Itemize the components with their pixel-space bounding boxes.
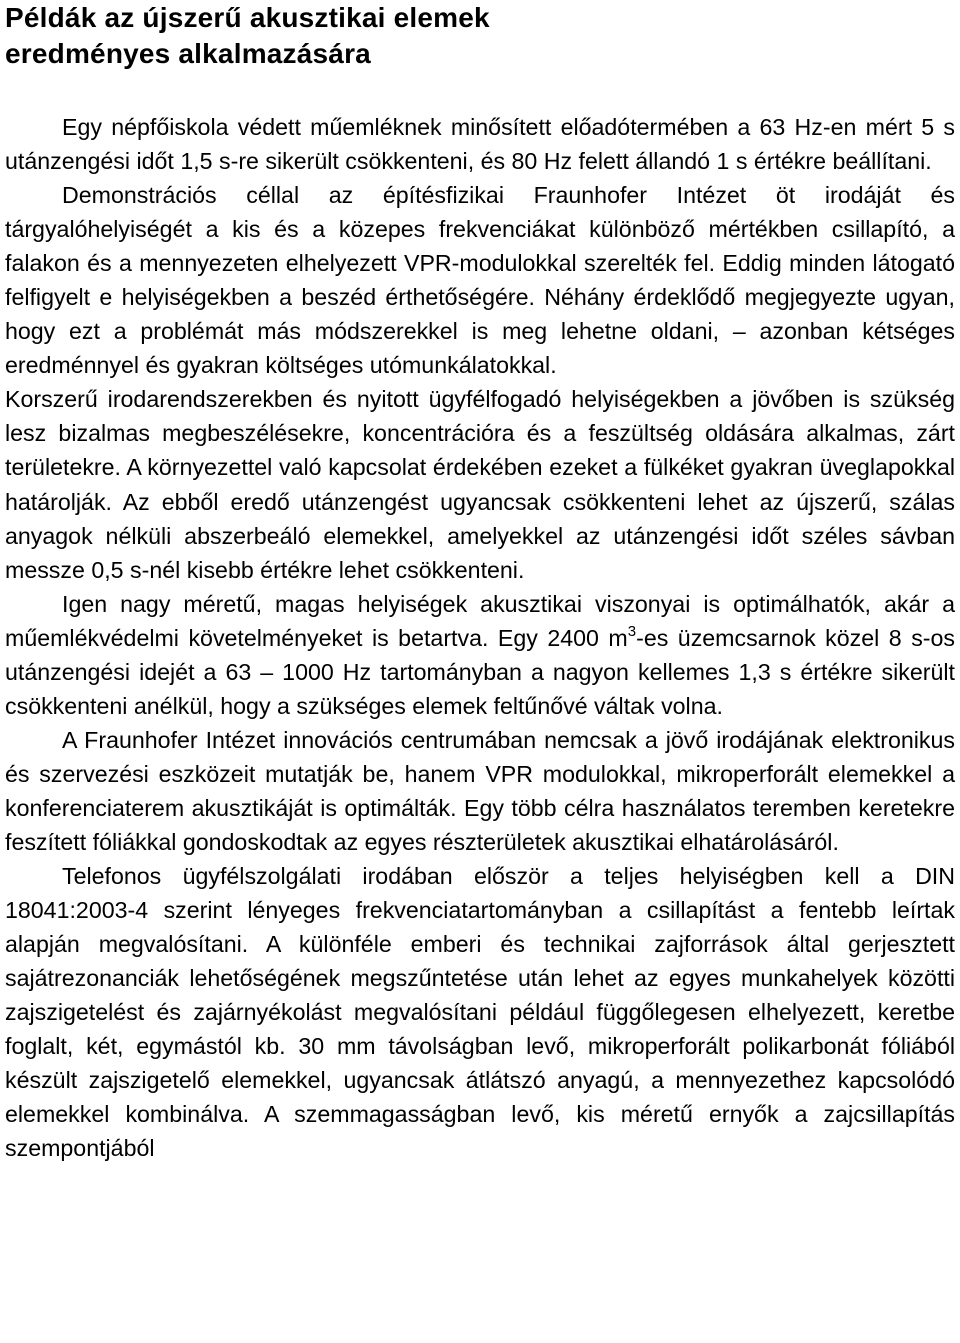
paragraph-5: A Fraunhofer Intézet innovációs centrumában nemcsak a jövő irodájának elektronikus és szervezési eszközeit mutatják be, hanem VPR modulokkal, mikroperforált elemekkel a konferenciaterem akusztikáját is optimálták. Egy több célra használatos teremben keretekre feszített fóliákkal gondoskodtak az egyes részterületek akusztikai elhatárolásáról. [5,726,955,855]
paragraph-1: Egy népfőiskola védett műemléknek minősített előadótermében a 63 Hz-en mért 5 s utánzengési időt 1,5 s-re sikerült csökkenteni, és 80 Hz felett állandó 1 s értékre beállítani. [5,114,955,175]
paragraph-2: Demonstrációs céllal az építésfizikai Fraunhofer Intézet öt irodáját és tárgyalóhelyiségét a kis és a közepes frekvenciákat különböző mértékben csillapító, a falakon és a mennyezeten elhelyezett VPR-modulokkal szerelték fel. Eddig minden látogató felfigyelt e helyiségekben a beszéd érthetőségére. Néhány érdeklődő megjegyezte ugyan, hogy ezt a problémát más módszerekkel is meg lehetne oldani, – azonban kétséges eredménnyel és gyakran költséges utómunkálatokkal. [5,182,955,379]
document-page [5,0,955,1165]
cubic-exponent: 3 [627,622,637,640]
paragraph-4-part-1: Igen nagy méretű, magas helyiségek akusztikai viszonyai is optimálhatók, akár a műemlékvédelmi követelményeket is betartva. Egy 2400 m [5,590,955,651]
paragraph-6: Telefonos ügyfélszolgálati irodában először a teljes helyiségben kell a DIN 18041:2003-4 szerint lényeges frekvenciatartományban a csillapítást a fentebb leírtak alapján megvalósítani. A különféle emberi és technikai zajforrások által gerjesztett sajátrezonanciák lehetőségének megszűntetése után lehet az egyes munkahelyek közötti zajszigetelést és zajárnyékolást megvalósítani például függőlegesen elhelyezett, keretbe foglalt, két, egymástól kb. 30 mm távolságban levő, mikroperforált polikarbonát fóliából készült zajszigetelő elemekkel, ugyancsak átlátszó anyagú, a mennyezethez kapcsolódó elemekkel kombinálva. A szemmagasságban levő, kis méretű ernyők a zajcsillapítás szempontjából [5,863,955,1162]
title-line-1: Példák az újszerű akusztikai elemek [5,2,490,33]
paragraph-3: Korszerű irodarendszerekben és nyitott ügyfélfogadó helyiségekben a jövőben is szükség lesz bizalmas megbeszélésekre, koncentrációra és a feszültség oldására alkalmas, zárt területekre. A környezettel való kapcsolat érdekében ezeket a fülkéket gyakran üveglapokkal határolják. Az ebből eredő utánzengést ugyancsak csökkenteni lehet az újszerű, szálas anyagok nélküli abszerbeáló elemekkel, amelyekkel az utánzengési időt széles sávban messze 0,5 s-nél kisebb értékre lehet csökkenteni. [5,386,955,583]
paragraph-4 [5,587,955,723]
paragraph-4-part-2: -es üzemcsarnok közel 8 s-os utánzengési idejét a 63 – 1000 Hz tartományban a nagyon kellemes 1,3 s értékre sikerült csökkenteni anélkül, hogy a szükséges elemek feltűnővé váltak volna. [5,624,956,719]
title-line-2: eredményes alkalmazására [5,38,371,69]
document-body [5,110,955,1165]
document-title [5,0,955,72]
